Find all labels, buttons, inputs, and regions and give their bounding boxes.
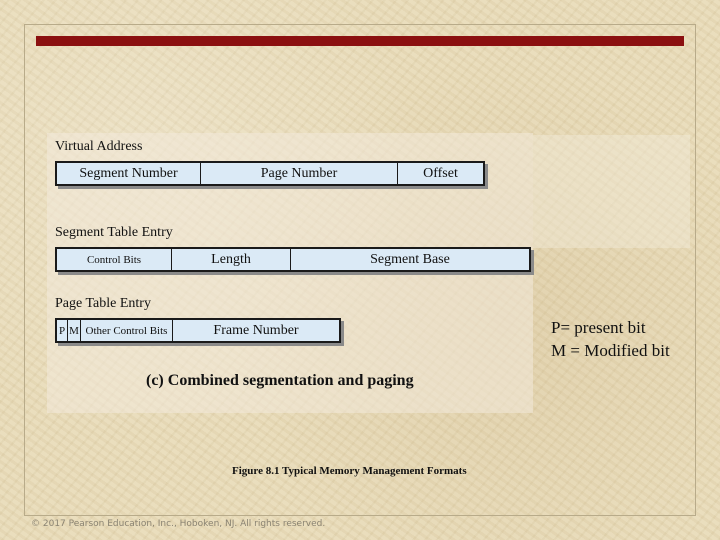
legend-modified-bit: M = Modified bit: [551, 341, 670, 360]
segment-table-entry-format: [55, 247, 531, 272]
offset-field: Offset: [423, 165, 458, 181]
segment-number-field: Segment Number: [57, 163, 201, 184]
figure-background-panel-right: [533, 135, 690, 248]
page-number-field: Page Number: [201, 163, 398, 184]
segment-table-entry-title: Segment Table Entry: [55, 225, 173, 240]
subfigure-caption: (c) Combined segmentation and paging: [146, 372, 414, 389]
present-bit-field: P: [57, 320, 68, 341]
page-table-entry-format: [55, 318, 341, 343]
virtual-address-format: [55, 161, 485, 186]
other-control-bits-field: Other Control Bits: [81, 320, 173, 341]
length-field: Length: [172, 249, 291, 270]
legend-present-bit: P= present bit: [551, 318, 646, 337]
segment-base-field: Segment Base: [370, 251, 450, 267]
virtual-address-title: Virtual Address: [55, 139, 143, 154]
page-table-entry-title: Page Table Entry: [55, 296, 151, 311]
copyright-notice: © 2017 Pearson Education, Inc., Hoboken, NJ. All rights reserved.: [31, 519, 326, 529]
frame-number-field: Frame Number: [213, 322, 299, 338]
control-bits-field: Control Bits: [57, 249, 172, 270]
figure-caption: Figure 8.1 Typical Memory Management Formats: [232, 465, 467, 477]
modified-bit-field: M: [68, 320, 81, 341]
title-accent-bar: [36, 36, 684, 46]
